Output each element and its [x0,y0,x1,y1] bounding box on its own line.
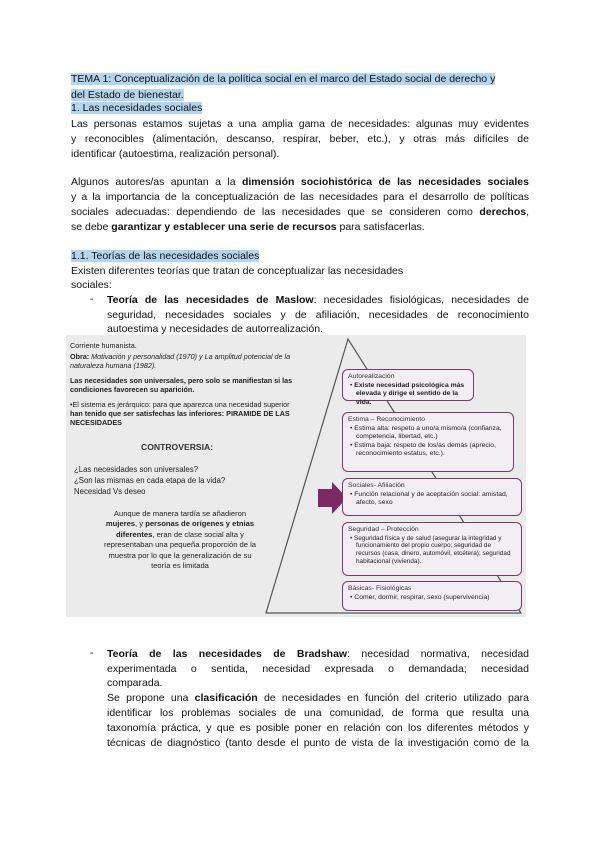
fig-jer-3-text: NECESIDADES [70,418,122,427]
p2-l3-bold: derechos [479,206,527,218]
fig-c2b: , y [135,519,146,529]
section-1-title: 1. Las necesidades sociales [71,102,203,114]
fig-q1: ¿Las necesidades son universales? [74,465,198,474]
level-estima-item-1-text: Estima alta: respeto a uno/a mismo/a (confianza, competencia, libertad, etc.) [354,424,502,441]
paragraph-1-line-3: identificar (autoestima, realización personal). [71,148,280,160]
bradshaw-dash: - [90,647,94,659]
level-sociales-item: • Función relacional y de aceptación social: amistad, afecto, sexo [350,490,508,507]
level-autorealizacion-title: Autorealización [348,373,395,380]
p2-l4-end: para satisfacerlas. [336,221,425,233]
fig-jer-1: •El sistema es jerárquico: para que aparezca una necesidad superior [70,400,290,409]
level-sociales-item-text: Función relacional y de aceptación social: amistad, afecto, sexo [354,490,508,507]
level-autorealizacion-item: • Existe necesidad psicológica más elevada y dirige el sentido de la vida. [350,381,465,406]
level-seguridad-item: • Seguridad física y de salud (asegurar la integridad y funcionamiento del propio cuerpo; seguridad de recursos (casa, dinero, automóvil, etcétera); seguridad habitacional (vivienda). [350,534,511,565]
level-seguridad-title: Seguridad – Protección [348,526,419,533]
level-estima-title: Estima – Reconocimiento [348,416,426,423]
p2-text: Algunos autores/as apuntan a la [71,176,242,188]
bradshaw-line-2: experimentada o sentida, necesidad expresada o demandada; necesidad [107,663,529,675]
fig-jer-2-text: han tenido que ser satisfechas las inferiores: PIRAMIDE DE LAS [70,409,290,418]
p2-l4-bold: garantizar y establecer una serie de recursos [111,221,337,233]
bradshaw-para-line-4: técnicas de diagnóstico (tanto desde el punto de vista de la investigación como de la [107,737,529,749]
level-seguridad [342,522,522,576]
level-basicas-title: Básicas- Fisiológicas [348,585,412,592]
fig-c2a: mujeres [105,519,136,529]
fig-jer-3 [70,418,122,428]
fig-c6: teoría es limitada [151,561,209,571]
fig-controversia: CONTROVERSIA: [141,442,214,452]
paragraph-2-line-2: y a la importancia de la conceptualización de las necesidades para el desarrollo de políticas [71,191,529,203]
level-autorealizacion-item-text: Existe necesidad psicológica más elevada y dirige el sentido de la vida. [354,381,465,406]
fig-obra-text-2: naturaleza humana (1982). [70,361,157,370]
level-estima-item-2-text: Estima baja: respeto de los/as demás (aprecio, reconocimiento estatus, etc.). [354,441,496,458]
level-estima-item-1: • Estima alta: respeto a uno/a mismo/a (confianza, competencia, libertad, etc.) [350,424,502,441]
level-basicas-item-text: Comer, dormir, respirar, sexo (supervivencia) [354,593,490,601]
title-line-2: del Estado de bienestar. [71,89,184,101]
section-1-1-line-2: sociales: [71,279,112,291]
maslow-name: Teoría de las necesidades de Maslow [107,294,314,306]
fig-univ-2 [70,385,194,395]
maslow-line-1 [107,293,529,309]
bradshaw-p2c: de necesidades en función del criterio utilizado para [257,692,529,704]
p2-l3-text: sociales adecuadas: dependiendo de las necesidades que se consideren como [71,206,480,218]
maslow-l1: : necesidades fisiológicas, necesidades de [313,294,529,306]
fig-critique [80,509,280,571]
bradshaw-line-1 [107,647,529,663]
fig-obra-label: Obra: [70,352,90,361]
level-basicas [342,581,522,611]
fig-c1: Aunque de manera tardía se añadieron [113,509,247,518]
maslow-dash: - [90,293,94,305]
fig-c2 [80,519,280,529]
p2-l4-text: se debe [71,221,112,233]
fig-q3: Necesidad Vs deseo [74,487,146,496]
paragraph-1-line-1: Las personas estamos sujetas a una amplia gama de necesidades: algunas muy evidentes [71,118,529,130]
bradshaw-para-line-3: taxonomía práctica, y que es posible poner en relación con los diferentes métodos y [107,722,529,734]
level-estima-item-2: • Estima baja: respeto de los/as demás (aprecio, reconocimiento estatus, etc.). [350,441,496,458]
fig-c3b: , eran de clase social alta y [152,529,244,539]
level-sociales [342,478,522,516]
p2-bold: dimensión sociohistórica de las necesidades sociales [241,176,529,188]
section-heading [71,101,529,117]
fig-q2: ¿Son las mismas en cada etapa de la vida? [74,476,226,485]
fig-c3 [80,530,280,540]
fig-c5: muestra por lo que la generalización de su [108,550,252,560]
level-seguridad-item-text: Seguridad física y de salud (asegurar la integridad y funcionamiento del propio cuerpo; seguridad de recursos (casa, dinero, automóvil, etcétera); seguridad habitacional (vivienda). [354,534,511,565]
paragraph-2-line-1 [71,175,529,191]
level-sociales-title: Sociales- Afiliación [348,482,405,489]
maslow-line-3: autoestima y necesidades de autorrealización. [107,323,323,335]
bradshaw-para-line-2: identificar los problemas sociales de una comunidad, de forma que resulta una [107,707,529,719]
bradshaw-name: Teoría de las necesidades de Bradshaw [107,648,348,660]
level-basicas-item: • Comer, dormir, respirar, sexo (supervivencia) [350,593,490,601]
maslow-pyramid-figure [66,335,526,617]
level-autorealizacion [342,369,474,406]
page-title [71,72,529,88]
maslow-line-2: seguridad, necesidades sociales y de afiliación, necesidades de reconocimiento [107,309,529,321]
fig-c3a: diferentes [116,529,153,539]
fig-univ-1-text: Las necesidades son universales, pero solo se manifiestan si las [70,376,293,385]
section-1-1-title: 1.1. Teorías de las necesidades sociales [71,250,260,262]
fig-c2c: personas de orígenes y etnias [145,519,255,529]
bradshaw-l1: : necesidad normativa, necesidad [347,648,529,660]
level-estima [342,412,514,472]
p2-l3-comma: , [526,206,529,218]
section-1-1-heading [71,249,529,265]
fig-corriente: Corriente humanista. [70,341,137,350]
paragraph-2-line-3 [71,205,529,221]
paragraph-1-line-2: y reconocibles (alimentación, descanso, respirar, beber, etc.), y otras más difíciles de [71,133,529,145]
bradshaw-line-3: comparada. [107,677,163,689]
section-1-1-line-1: Existen diferentes teorías que tratan de conceptualizar las necesidades [71,265,404,277]
paragraph-2-line-4 [71,220,529,236]
title-line-1: TEMA 1: Conceptualización de la política social en el marco del Estado social de derecho y [71,73,496,85]
fig-obra-2 [70,361,156,371]
bradshaw-p2a: Se propone una [107,692,195,704]
fig-univ-2-text: condiciones favorecen su aparición. [70,385,195,394]
bradshaw-para-line-1 [107,691,529,707]
fig-obra-text: Motivación y personalidad (1970) y La amplitud potencial de la [89,352,291,361]
bradshaw-p2b: clasificación [194,692,258,704]
fig-c4: representaban una pequeña proporción de la [104,540,256,550]
